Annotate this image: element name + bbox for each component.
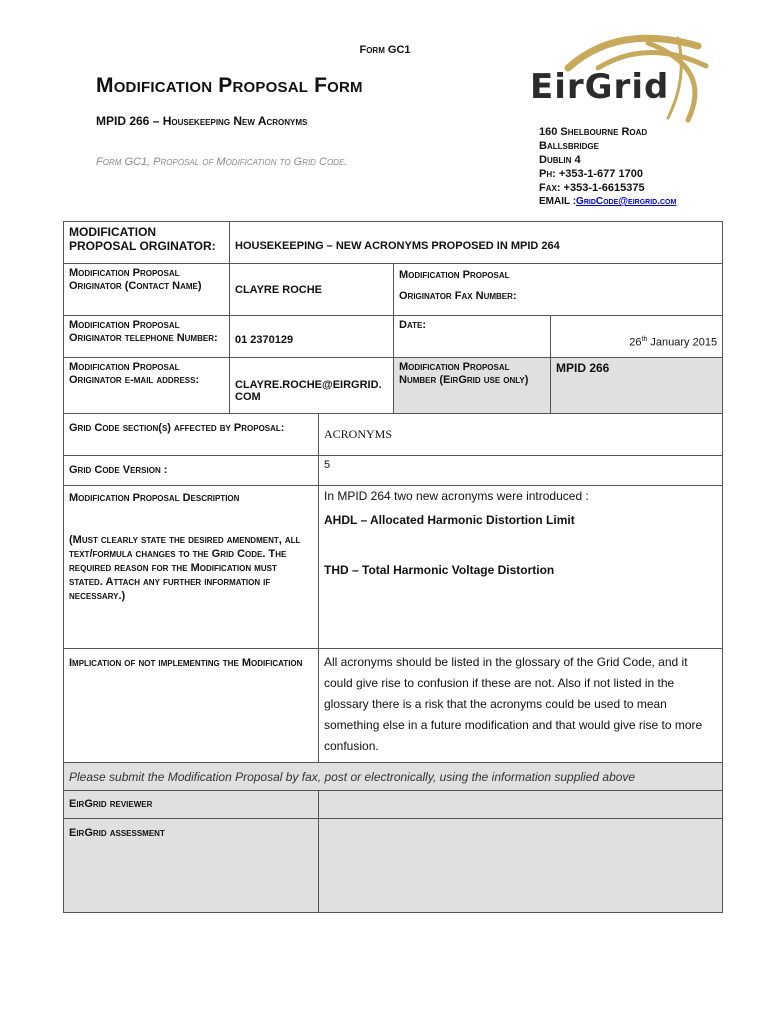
implication-label: Implication of not implementing the Modification [64,649,319,763]
description-intro: In MPID 264 two new acronyms were introduced : [324,489,589,503]
contact-name-value[interactable]: CLAYRE ROCHE [230,264,394,316]
implication-value[interactable]: All acronyms should be listed in the glossary of the Grid Code, and it could give rise to confusion if these are not. Also if not listed in the glossary there is a risk that the acronyms could be used to mean something else in a future modification and that would give rise to more confusion. [319,649,723,763]
acronym-1: AHDL – Allocated Harmonic Distortion Limit [324,513,575,527]
form-subtitle: MPID 266 – Housekeeping New Acronyms [96,114,308,128]
telephone-value[interactable]: 01 2370129 [230,316,394,358]
date-rest: January 2015 [647,336,718,349]
description-value[interactable] [319,486,723,649]
form-title: Modification Proposal Form [96,74,363,97]
reviewer-value[interactable] [319,791,723,819]
mp-number-value[interactable]: MPID 266 [551,358,723,414]
sections-value[interactable]: ACRONYMS [319,414,723,456]
originator-label: MODIFICATION PROPOSAL ORGINATOR: [64,222,230,264]
address-line-2: Ballsbridge [539,140,599,152]
date-day: 26 [629,336,642,349]
email-link[interactable]: GridCode@eirgrid.com [576,196,677,207]
address-block [539,125,676,209]
contact-name-label: Modification Proposal Originator (Contact Name) [64,264,230,316]
address-line-1: 160 Shelbourne Road [539,126,648,138]
proposal-form-table [63,221,723,913]
address-line-3: Dublin 4 [539,154,581,166]
originator-value[interactable]: HOUSEKEEPING – NEW ACRONYMS PROPOSED IN MPID 264 [230,222,723,264]
description-note: (Must clearly state the desired amendment, all text/formula changes to the Grid Code. The required reason for the Modification must stated. Attach any further information if necessary.) [69,534,301,602]
address-email-label: EMAIL : [539,196,577,207]
acronym-2: THD – Total Harmonic Voltage Distortion [324,563,555,577]
reviewer-label: EirGrid reviewer [64,791,319,819]
email-label: Modification Proposal Originator e-mail address: [64,358,230,414]
address-fax: Fax: +353-1-6615375 [539,182,645,194]
date-value[interactable] [551,316,723,358]
submit-note: Please submit the Modification Proposal by fax, post or electronically, using the information supplied above [64,763,723,791]
eirgrid-globe-logo-icon [528,28,714,124]
description-label: Modification Proposal Description [69,492,240,504]
email-value[interactable]: CLAYRE.ROCHE@EIRGRID.COM [230,358,394,414]
date-suffix: th [641,335,648,343]
form-caption: Form GC1, Proposal of Modification to Grid Code. [96,156,348,168]
assessment-label: EirGrid assessment [64,819,319,913]
form-code: Form GC1 [359,44,411,56]
version-value[interactable]: 5 [319,456,723,486]
eirgrid-logo [528,28,714,124]
version-label: Grid Code Version : [64,456,319,486]
mp-number-label: Modification Proposal Number (EirGrid use only) [394,358,551,414]
assessment-value[interactable] [319,819,723,913]
fax-label-line-2: Originator Fax Number: [399,290,517,302]
fax-label-line-1: Modification Proposal [399,269,510,281]
logo-text: EirGrid [530,67,670,107]
address-phone: Ph: +353-1-677 1700 [539,168,643,180]
date-label: Date: [394,316,551,358]
sections-label: Grid Code section(s) affected by Proposal: [64,414,319,456]
telephone-label: Modification Proposal Originator telephone Number: [64,316,230,358]
